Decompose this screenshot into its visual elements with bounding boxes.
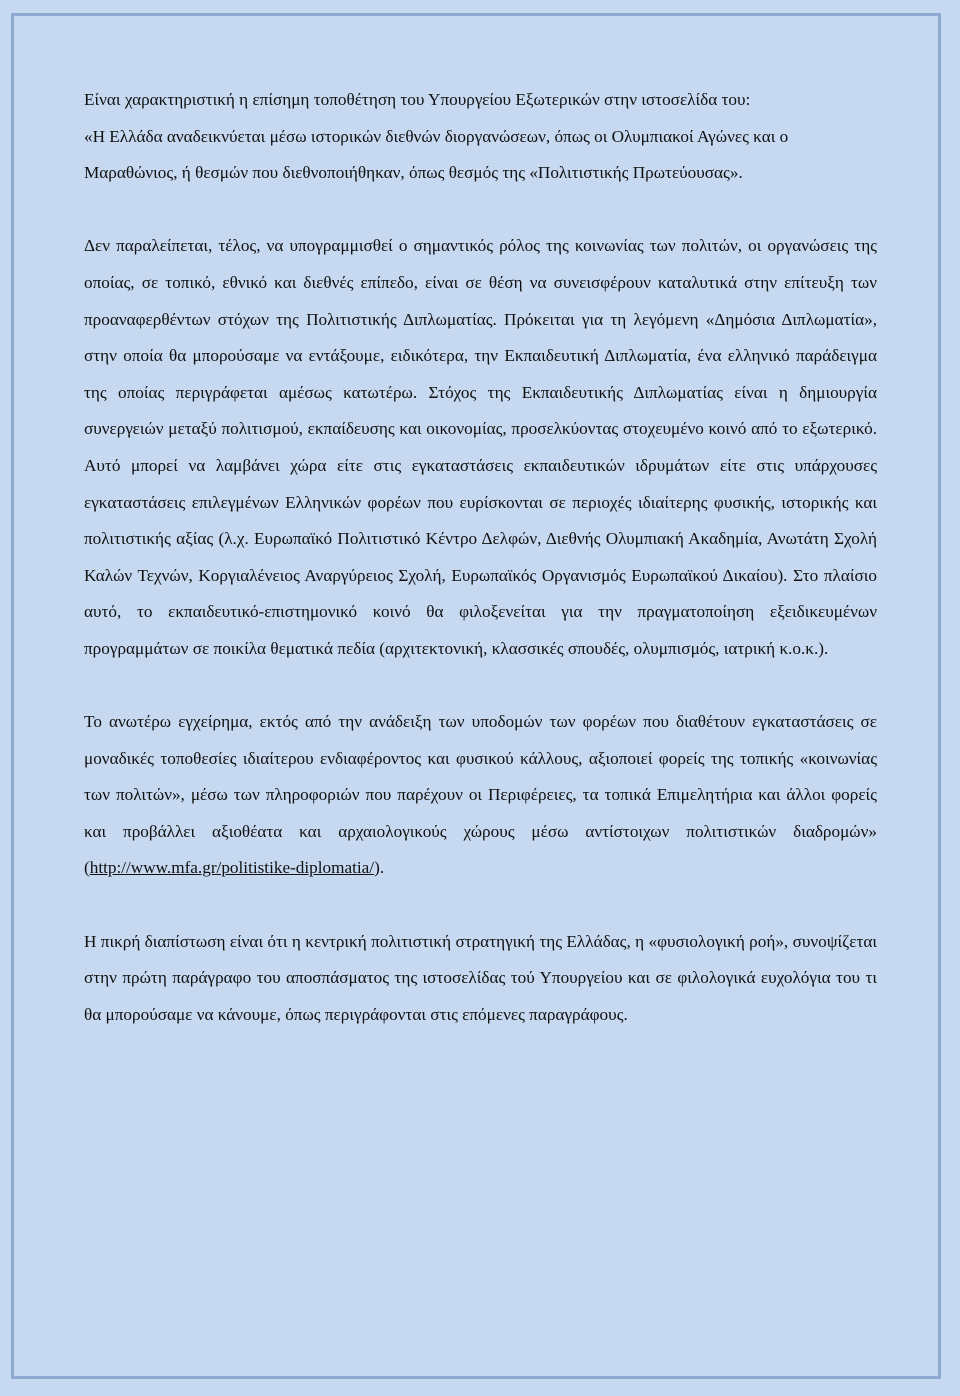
link-close-paren: ). (374, 858, 385, 878)
paragraph-conclusion: Η πικρή διαπίστωση είναι ότι η κεντρική πολιτιστική στρατηγική της Ελλάδας, η «φυσιολογική ροή», συνοψίζεται στην πρώτη παράγραφο του αποσπάσματος της ιστοσελίδας τού Υπουργείου και σε φιλολογικά ευχολόγια του τι θα μπορούσαμε να κάνουμε, όπως περιγράφονται στις επόμενες παραγράφους. (84, 931, 877, 1024)
paragraph-initiative-text: Το ανωτέρω εγχείρημα, εκτός από την ανάδειξη των υποδομών των φορέων που διαθέτουν εγκαταστάσεις σε μοναδικές τοποθεσίες ιδιαίτερου ενδιαφέροντος και φυσικού κάλλους, αξιοποιεί φορείς της τοπικής «κοινωνίας των πολιτών», μέσω των πληροφοριών που παρέχουν οι Περιφέρειες, τα τοπικά Επιμελητήρια και άλλοι φορείς και προβάλλει αξιοθέατα και αρχαιολογικούς χώρους μέσω αντίστοιχων πολιτιστικών διαδρομών» (84, 712, 877, 841)
document-body (84, 82, 877, 1033)
paragraph-civil-society: Δεν παραλείπεται, τέλος, να υπογραμμισθεί ο σημαντικός ρόλος της κοινωνίας των πολιτών, οι οργανώσεις της οποίας, σε τοπικό, εθνικό και διεθνές επίπεδο, είναι σε θέση να συνεισφέρουν καταλυτικά στην επίτευξη των προαναφερθέντων στόχων της Πολιτιστικής Διπλωματίας. Πρόκειται για τη λεγόμενη «Δημόσια Διπλωματία», στην οποία θα μπορούσαμε να εντάξουμε, ειδικότερα, την Εκπαιδευτική Διπλωματία, ένα ελληνικό παράδειγμα της οποίας περιγράφεται αμέσως κατωτέρω. Στόχος της Εκπαιδευτικής Διπλωματίας είναι η δημιουργία συνεργειών μεταξύ πολιτισμού, εκπαίδευσης και οικονομίας, προσελκύοντας στοχευμένο κοινό από το εξωτερικό. Αυτό μπορεί να λαμβάνει χώρα είτε στις εγκαταστάσεις εκπαιδευτικών ιδρυμάτων είτε στις υπάρχουσες εγκαταστάσεις επιλεγμένων Ελληνικών φορέων που ευρίσκονται σε περιοχές ιδιαίτερης φυσικής, ιστορικής και πολιτιστικής αξίας (λ.χ. Ευρωπαϊκό Πολιτιστικό Κέντρο Δελφών, Διεθνής Ολυμπιακή Ακαδημία, Ανωτάτη Σχολή Καλών Τεχνών, Κοργιαλένειος Αναργύρειος Σχολή, Ευρωπαϊκός Οργανισμός Ευρωπαϊκού Δικαίου). Στο πλαίσιο αυτό, το εκπαιδευτικό-επιστημονικό κοινό θα φιλοξενείται για την πραγματοποίηση εξειδικευμένων προγραμμάτων σε ποικίλα θεματικά πεδία (αρχιτεκτονική, κλασσικές σπουδές, ολυμπισμός, ιατρική κ.ο.κ.). (84, 236, 877, 658)
intro-line: Είναι χαρακτηριστική η επίσημη τοποθέτηση του Υπουργείου Εξωτερικών στην ιστοσελίδα του: (84, 90, 751, 109)
link-open-paren: ( (84, 858, 90, 878)
paragraph-gap (84, 668, 877, 705)
paragraph-gap (84, 887, 877, 924)
quote-paragraph: «Η Ελλάδα αναδεικνύεται μέσω ιστορικών διεθνών διοργανώσεων, όπως οι Ολυμπιακοί Αγώνες και ο Μαραθώνιος, ή θεσμών που διεθνοποιήθηκαν, όπως θεσμός της «Πολιτιστικής Πρωτεύουσας». (84, 126, 789, 183)
paragraph-initiative (84, 704, 877, 887)
mfa-link[interactable]: http://www.mfa.gr/politistike-diplomatia/ (89, 858, 375, 878)
paragraph-gap (84, 192, 877, 229)
